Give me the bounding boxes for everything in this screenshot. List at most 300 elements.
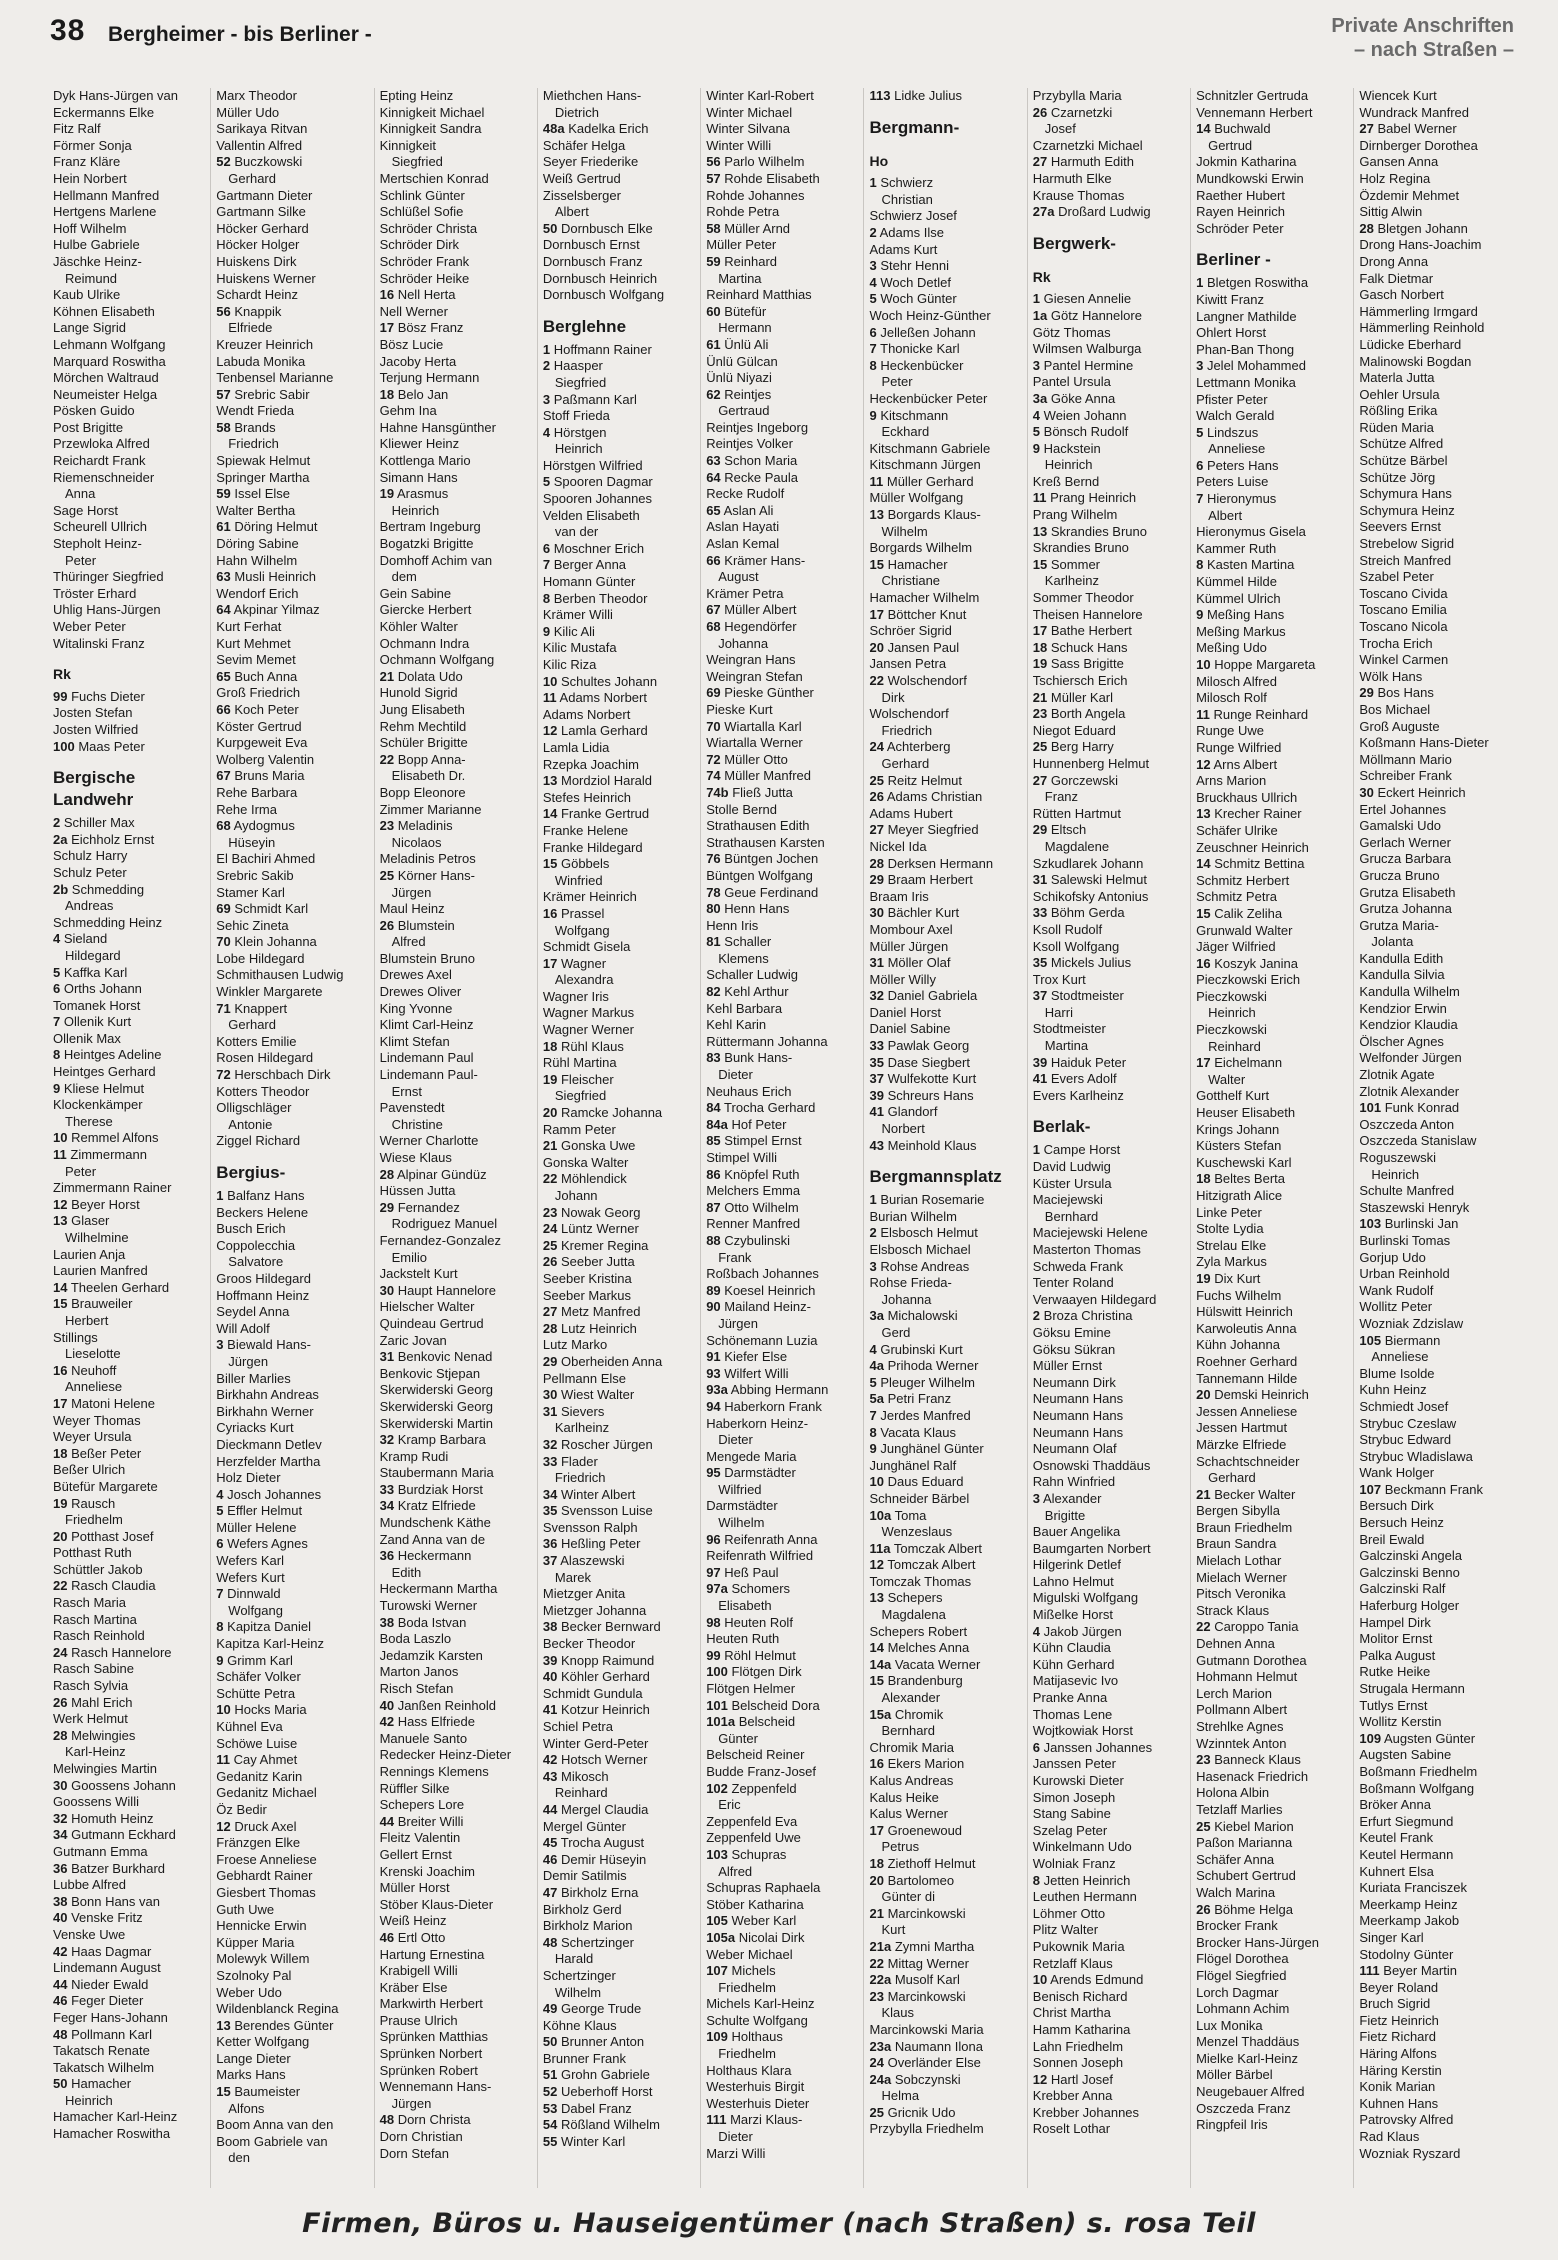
section-title-line2: – nach Straßen – — [1353, 39, 1514, 61]
resident-name: Benkovic Stjepan — [379, 1365, 481, 1381]
resident-name: Birkhahn Werner — [216, 1403, 314, 1419]
resident-name: Klockenkämper — [53, 1097, 143, 1113]
resident-name: Kremer Regina — [560, 1237, 649, 1253]
resident-name: Wolfgang — [554, 922, 610, 938]
resident-name: Marcinkowski — [887, 1905, 966, 1921]
house-number: 5 — [869, 1374, 877, 1390]
resident-entry — [543, 1802, 700, 1819]
resident-entry — [1196, 1254, 1353, 1271]
resident-entry — [53, 237, 210, 254]
resident-name: Zlotnik Alexander — [1359, 1083, 1460, 1099]
house-number: 8 — [1196, 557, 1204, 573]
resident-name: Boom Anna van den — [216, 2117, 334, 2133]
resident-name: Knopp Raimund — [560, 1652, 655, 1668]
resident-name: Augsten Günter — [1384, 1730, 1476, 1746]
resident-name: Dornbusch Heinrich — [542, 270, 658, 286]
resident-entry — [216, 1736, 373, 1753]
resident-entry — [706, 1664, 863, 1681]
resident-name: Seeber Markus — [542, 1287, 632, 1303]
resident-name: Pollmann Albert — [1196, 1702, 1288, 1718]
resident-entry — [706, 1333, 863, 1350]
resident-name: Birkholz Marion — [542, 1918, 633, 1934]
resident-name: Götz Thomas — [1032, 324, 1111, 340]
house-number: 35 — [1032, 955, 1048, 971]
resident-entry — [216, 370, 373, 387]
resident-entry — [1033, 1408, 1190, 1425]
resident-name: Wefers Kurt — [216, 1569, 285, 1585]
resident-entry — [53, 519, 210, 536]
resident-entry — [706, 486, 863, 503]
resident-name: Schmiedt Josef — [1359, 1398, 1449, 1414]
resident-name: Jessen Anneliese — [1196, 1403, 1298, 1419]
resident-entry — [380, 1615, 537, 1632]
house-number: 3a — [869, 1308, 884, 1324]
resident-name: August — [718, 569, 759, 585]
resident-name: Sehic Zineta — [216, 917, 289, 933]
resident-name: Koszyk Janina — [1214, 955, 1299, 971]
resident-entry — [1033, 640, 1190, 657]
resident-entry — [1196, 773, 1353, 790]
resident-name: Kapitza Daniel — [227, 1619, 311, 1635]
resident-name: dem — [391, 569, 417, 585]
resident-entry — [1359, 1598, 1516, 1615]
resident-name: Seevers Ernst — [1359, 519, 1442, 535]
resident-entry — [870, 955, 1027, 972]
resident-name: Küsters Stefan — [1196, 1138, 1282, 1154]
resident-name: Kuhn Heinz — [1359, 1382, 1427, 1398]
resident-entry — [53, 204, 210, 221]
resident-entry — [216, 354, 373, 371]
resident-name: Kratz Elfriede — [397, 1498, 476, 1514]
resident-entry — [53, 1379, 210, 1396]
resident-entry — [870, 1121, 1027, 1138]
resident-entry — [706, 967, 863, 984]
resident-entry — [380, 1714, 537, 1731]
house-number: 17 — [869, 606, 884, 622]
resident-name: Wilfert Willi — [724, 1365, 789, 1381]
house-number: 15 — [1196, 905, 1211, 921]
resident-name: Hämmerling Reinhold — [1359, 320, 1485, 336]
resident-entry — [380, 271, 537, 288]
resident-name: Takatsch Renate — [53, 2043, 150, 2059]
resident-entry — [706, 752, 863, 769]
resident-name: Lubbe Alfred — [53, 1877, 127, 1893]
resident-name: Möller Bärbel — [1196, 2067, 1273, 2083]
house-number: 55 — [542, 2133, 558, 2149]
resident-name: Schröder Christa — [379, 220, 478, 236]
resident-name: Giesen Annelie — [1043, 291, 1132, 307]
resident-entry — [216, 436, 373, 453]
resident-name: Alfons — [228, 2100, 265, 2116]
resident-name: Meyer Siegfried — [887, 822, 979, 838]
resident-entry — [1359, 1366, 1516, 1383]
resident-name: Hamacher Wilhelm — [869, 590, 980, 606]
house-number: 26 — [869, 789, 884, 805]
house-number: 14 — [1196, 121, 1211, 137]
resident-entry — [543, 640, 700, 657]
resident-entry — [1359, 1001, 1516, 1018]
resident-name: Bruch Sigrid — [1359, 1996, 1431, 2012]
resident-name: Elsbosch Helmut — [880, 1225, 978, 1241]
resident-name: Kaffka Karl — [63, 964, 128, 980]
resident-entry — [1359, 1515, 1516, 1532]
resident-name: Tenter Roland — [1032, 1275, 1114, 1291]
house-number: 14 — [542, 806, 558, 822]
resident-entry — [870, 507, 1027, 524]
resident-name: Schmitz Bettina — [1214, 856, 1305, 872]
resident-entry — [706, 918, 863, 935]
resident-name: Risch Stefan — [379, 1681, 454, 1696]
resident-entry — [1359, 702, 1516, 719]
resident-name: Albert — [554, 204, 589, 220]
resident-entry — [1196, 309, 1353, 326]
resident-name: Miethchen Hans- — [542, 88, 642, 103]
resident-name: Gamalski Udo — [1359, 818, 1442, 834]
resident-entry — [53, 88, 210, 105]
resident-name: Masterton Thomas — [1032, 1242, 1141, 1257]
resident-entry — [216, 1050, 373, 1067]
resident-name: Rehe Irma — [216, 801, 277, 817]
resident-name: Döring Sabine — [216, 536, 299, 552]
house-number: 65 — [216, 668, 231, 684]
resident-entry — [1033, 972, 1190, 989]
resident-name: Schäfer Ulrike — [1196, 822, 1278, 838]
resident-name: Bathe Herbert — [1050, 623, 1132, 639]
resident-name: Emilio — [391, 1249, 427, 1265]
house-number: 2 — [1032, 1308, 1041, 1324]
house-number: 103 — [706, 1846, 728, 1862]
house-number: 9 — [1196, 607, 1204, 623]
resident-name: Dornbusch Franz — [542, 253, 643, 269]
resident-entry — [870, 1690, 1027, 1707]
resident-entry — [1359, 785, 1516, 802]
resident-name: Thomas Lene — [1032, 1706, 1113, 1722]
resident-entry — [543, 889, 700, 906]
house-number: 24a — [869, 2071, 892, 2087]
resident-entry — [1033, 457, 1190, 474]
resident-name: Schubert Gertrud — [1196, 1868, 1296, 1884]
resident-entry — [380, 1814, 537, 1831]
resident-entry — [706, 121, 863, 138]
resident-name: Breil Ewald — [1359, 1531, 1425, 1547]
resident-entry — [1359, 1349, 1516, 1366]
resident-name: Arns Albert — [1213, 756, 1278, 772]
resident-name: Gartmann Silke — [216, 204, 306, 220]
resident-name: Boda Laszlo — [379, 1631, 452, 1647]
resident-entry — [870, 1723, 1027, 1740]
house-number: 28 — [542, 1320, 558, 1336]
resident-name: Hülswitt Heinrich — [1196, 1304, 1293, 1320]
resident-name: Heinrich — [554, 441, 603, 457]
resident-name: Groos Hildegard — [216, 1270, 311, 1286]
resident-name: Schmedding Heinz — [53, 914, 163, 930]
resident-entry — [216, 851, 373, 868]
house-number: 15 — [1032, 556, 1048, 572]
resident-entry — [1359, 1382, 1516, 1399]
resident-name: Müller Albert — [724, 602, 797, 618]
resident-entry — [543, 1420, 700, 1437]
resident-entry — [1359, 1581, 1516, 1598]
house-number: 24 — [542, 1221, 558, 1237]
house-number: 16 — [53, 1362, 68, 1378]
resident-entry — [1359, 818, 1516, 835]
resident-entry — [216, 387, 373, 404]
resident-entry — [1033, 1790, 1190, 1807]
resident-entry — [216, 2101, 373, 2118]
resident-entry — [1359, 1913, 1516, 1930]
resident-name: Boßmann Wolfgang — [1359, 1780, 1475, 1796]
resident-name: Zeppenfeld Uwe — [706, 1830, 801, 1846]
resident-name: Strybuc Edward — [1359, 1432, 1452, 1448]
resident-name: Huiskens Werner — [216, 270, 316, 286]
resident-entry — [1359, 271, 1516, 288]
resident-entry — [706, 354, 863, 371]
resident-entry — [53, 1462, 210, 1479]
resident-entry — [53, 1064, 210, 1081]
house-number: 16 — [1196, 955, 1211, 971]
resident-entry — [1033, 524, 1190, 541]
resident-entry — [1196, 1736, 1353, 1753]
house-number: 3 — [1032, 1490, 1041, 1506]
resident-entry — [380, 1681, 537, 1698]
resident-name: Schwierz — [880, 175, 934, 191]
resident-name: Balfanz Hans — [227, 1188, 305, 1203]
resident-entry — [53, 337, 210, 354]
resident-name: Schardt Heinz — [216, 287, 298, 303]
resident-entry — [380, 420, 537, 437]
resident-entry — [380, 1548, 537, 1565]
resident-name: Beßer Ulrich — [53, 1462, 126, 1478]
resident-entry — [1359, 1864, 1516, 1881]
resident-name: Häring Kerstin — [1359, 2062, 1442, 2078]
resident-entry — [1359, 1432, 1516, 1449]
resident-entry — [543, 923, 700, 940]
resident-entry — [53, 948, 210, 965]
resident-entry — [706, 1100, 863, 1117]
resident-entry — [216, 138, 373, 155]
house-number: 9 — [869, 1441, 877, 1457]
resident-name: Thüringer Siegfried — [53, 569, 164, 585]
resident-entry — [380, 785, 537, 802]
resident-entry — [1196, 1968, 1353, 1985]
resident-entry — [1033, 1142, 1190, 1159]
resident-name: Goossens Willi — [53, 1794, 139, 1810]
resident-entry — [1033, 540, 1190, 557]
resident-entry — [870, 1939, 1027, 1956]
house-number: 4 — [53, 931, 61, 947]
house-number: 31 — [542, 1403, 558, 1419]
house-number: 9 — [216, 1652, 224, 1668]
resident-entry — [380, 901, 537, 918]
resident-entry — [1359, 652, 1516, 669]
resident-entry — [1033, 839, 1190, 856]
house-number: 101a — [706, 1714, 736, 1730]
resident-entry — [216, 453, 373, 470]
house-number: 8 — [869, 1424, 877, 1440]
house-number: 5 — [1196, 424, 1204, 440]
resident-name: Dirk — [881, 689, 905, 705]
resident-entry — [1359, 1797, 1516, 1814]
resident-name: Schepers — [887, 1590, 943, 1606]
resident-name: Förmer Sonja — [53, 137, 132, 153]
resident-name: Ekers Marion — [887, 1756, 965, 1772]
resident-entry — [53, 636, 210, 653]
resident-name: Bopp Anna- — [397, 751, 466, 767]
resident-entry — [1033, 2105, 1190, 2122]
resident-name: Pantel Hermine — [1043, 357, 1134, 373]
resident-entry — [380, 1283, 537, 1300]
resident-name: Potthast Ruth — [53, 1545, 132, 1561]
resident-name: Ernst — [391, 1083, 422, 1099]
resident-name: Arends Edmund — [1050, 1972, 1144, 1988]
resident-entry — [543, 1985, 700, 2002]
house-number: 12 — [216, 1818, 231, 1834]
resident-entry — [1196, 989, 1353, 1006]
resident-entry — [706, 2096, 863, 2113]
resident-entry — [216, 569, 373, 586]
resident-name: Franke Helene — [542, 822, 629, 838]
resident-entry — [706, 1548, 863, 1565]
resident-entry — [1196, 1918, 1353, 1935]
resident-name: Aydogmus — [233, 818, 295, 834]
resident-name: Sevim Memet — [216, 652, 296, 668]
resident-entry — [216, 1719, 373, 1736]
house-number: 26 — [53, 1694, 68, 1710]
resident-entry — [380, 154, 537, 171]
resident-entry — [706, 237, 863, 254]
resident-name: Kühn Johanna — [1196, 1337, 1280, 1353]
resident-name: Wölk Hans — [1359, 668, 1423, 684]
resident-name: Metz Manfred — [560, 1304, 641, 1320]
house-number: 10 — [1196, 657, 1211, 672]
resident-name: Wiese Klaus — [379, 1150, 452, 1165]
house-number: 5 — [542, 474, 551, 490]
house-number: 5 — [869, 291, 877, 307]
house-number: 3 — [869, 258, 877, 274]
resident-name: Dorn Christian — [379, 2129, 463, 2145]
resident-entry — [706, 1581, 863, 1598]
resident-name: Müller Otto — [724, 751, 788, 767]
resident-name: Schertzinger — [560, 1934, 634, 1950]
resident-entry — [870, 1839, 1027, 1856]
resident-name: Mielach Werner — [1196, 1569, 1287, 1585]
resident-name: Niegot Eduard — [1032, 722, 1116, 738]
resident-entry — [380, 1299, 537, 1316]
house-number: 43 — [542, 1768, 558, 1784]
resident-entry — [1196, 707, 1353, 724]
resident-name: Meladinis Petros — [379, 851, 476, 867]
resident-entry — [1196, 1885, 1353, 1902]
resident-entry — [706, 1050, 863, 1067]
resident-name: Rüffler Silke — [379, 1780, 450, 1796]
resident-name: Grimm Karl — [227, 1652, 293, 1668]
resident-entry — [380, 1747, 537, 1764]
resident-name: Kottlenga Mario — [379, 453, 471, 469]
resident-entry — [53, 965, 210, 982]
resident-entry — [870, 1104, 1027, 1121]
house-number: 63 — [216, 569, 231, 585]
house-number: 23 — [869, 1988, 884, 2004]
house-number: 49 — [542, 2001, 558, 2017]
resident-entry — [1196, 1371, 1353, 1388]
resident-name: Stehr Henni — [880, 258, 950, 274]
house-number: 107 — [706, 1963, 728, 1979]
resident-entry — [1196, 1437, 1353, 1454]
resident-entry — [870, 673, 1027, 690]
resident-entry — [1196, 1171, 1353, 1188]
resident-name: Burian Rosemarie — [880, 1192, 985, 1208]
resident-entry — [870, 1972, 1027, 1989]
resident-entry — [1359, 420, 1516, 437]
resident-name: Turowski Werner — [379, 1598, 478, 1614]
resident-entry — [380, 1366, 537, 1383]
resident-entry — [1033, 607, 1190, 624]
resident-entry — [1196, 1005, 1353, 1022]
resident-name: Köster Gertrud — [216, 718, 302, 734]
resident-entry — [870, 175, 1027, 192]
resident-entry — [1033, 1021, 1190, 1038]
resident-name: Höcker Gerhard — [216, 220, 309, 236]
district-code: Ho — [869, 152, 889, 169]
resident-name: Herzfelder Martha — [216, 1453, 321, 1469]
resident-entry — [216, 1470, 373, 1487]
resident-entry — [543, 1852, 700, 1869]
resident-entry — [1196, 906, 1353, 923]
house-number: 31 — [1032, 872, 1048, 888]
house-number: 33 — [542, 1453, 558, 1469]
resident-name: Jetten Heinrich — [1043, 1872, 1131, 1888]
resident-entry — [380, 1316, 537, 1333]
resident-name: Daniel Gabriela — [887, 988, 978, 1004]
house-number: 18 — [1196, 1171, 1211, 1187]
house-number: 87 — [706, 1199, 721, 1215]
resident-name: Stöber Klaus-Dieter — [379, 1896, 494, 1912]
resident-entry — [380, 951, 537, 968]
resident-entry — [216, 337, 373, 354]
house-number: 67 — [216, 768, 231, 784]
resident-entry — [53, 931, 210, 948]
resident-name: Schulz Peter — [53, 864, 127, 880]
resident-entry — [1359, 1747, 1516, 1764]
house-number: 105 — [706, 1913, 728, 1929]
resident-entry — [870, 2022, 1027, 2039]
resident-name: Kurt Mehmet — [216, 635, 291, 651]
resident-name: Fuchs Dieter — [71, 688, 145, 704]
resident-name: Kuhnen Hans — [1359, 2095, 1439, 2111]
resident-name: Jäschke Heinz- — [53, 253, 142, 269]
resident-entry — [216, 1968, 373, 1985]
resident-name: Heinrich — [1044, 457, 1093, 473]
resident-entry — [543, 1785, 700, 1802]
resident-entry — [216, 2034, 373, 2051]
resident-name: Heuser Elisabeth — [1196, 1105, 1296, 1121]
resident-entry — [53, 1230, 210, 1247]
resident-entry — [380, 2096, 537, 2113]
house-number: 13 — [216, 2017, 231, 2033]
house-number: 32 — [869, 988, 884, 1004]
house-number: 15 — [53, 1296, 68, 1312]
resident-entry — [1359, 1266, 1516, 1283]
resident-name: Kalus Andreas — [869, 1773, 954, 1788]
house-number: 11 — [53, 1147, 67, 1163]
resident-entry — [543, 1088, 700, 1105]
resident-name: Wagner Werner — [542, 1022, 634, 1038]
resident-name: Keutel Frank — [1359, 1830, 1434, 1846]
resident-name: Schaller — [724, 934, 772, 950]
resident-entry — [53, 1512, 210, 1529]
resident-name: Kramp Barbara — [397, 1432, 486, 1448]
house-number: 21 — [379, 668, 395, 684]
